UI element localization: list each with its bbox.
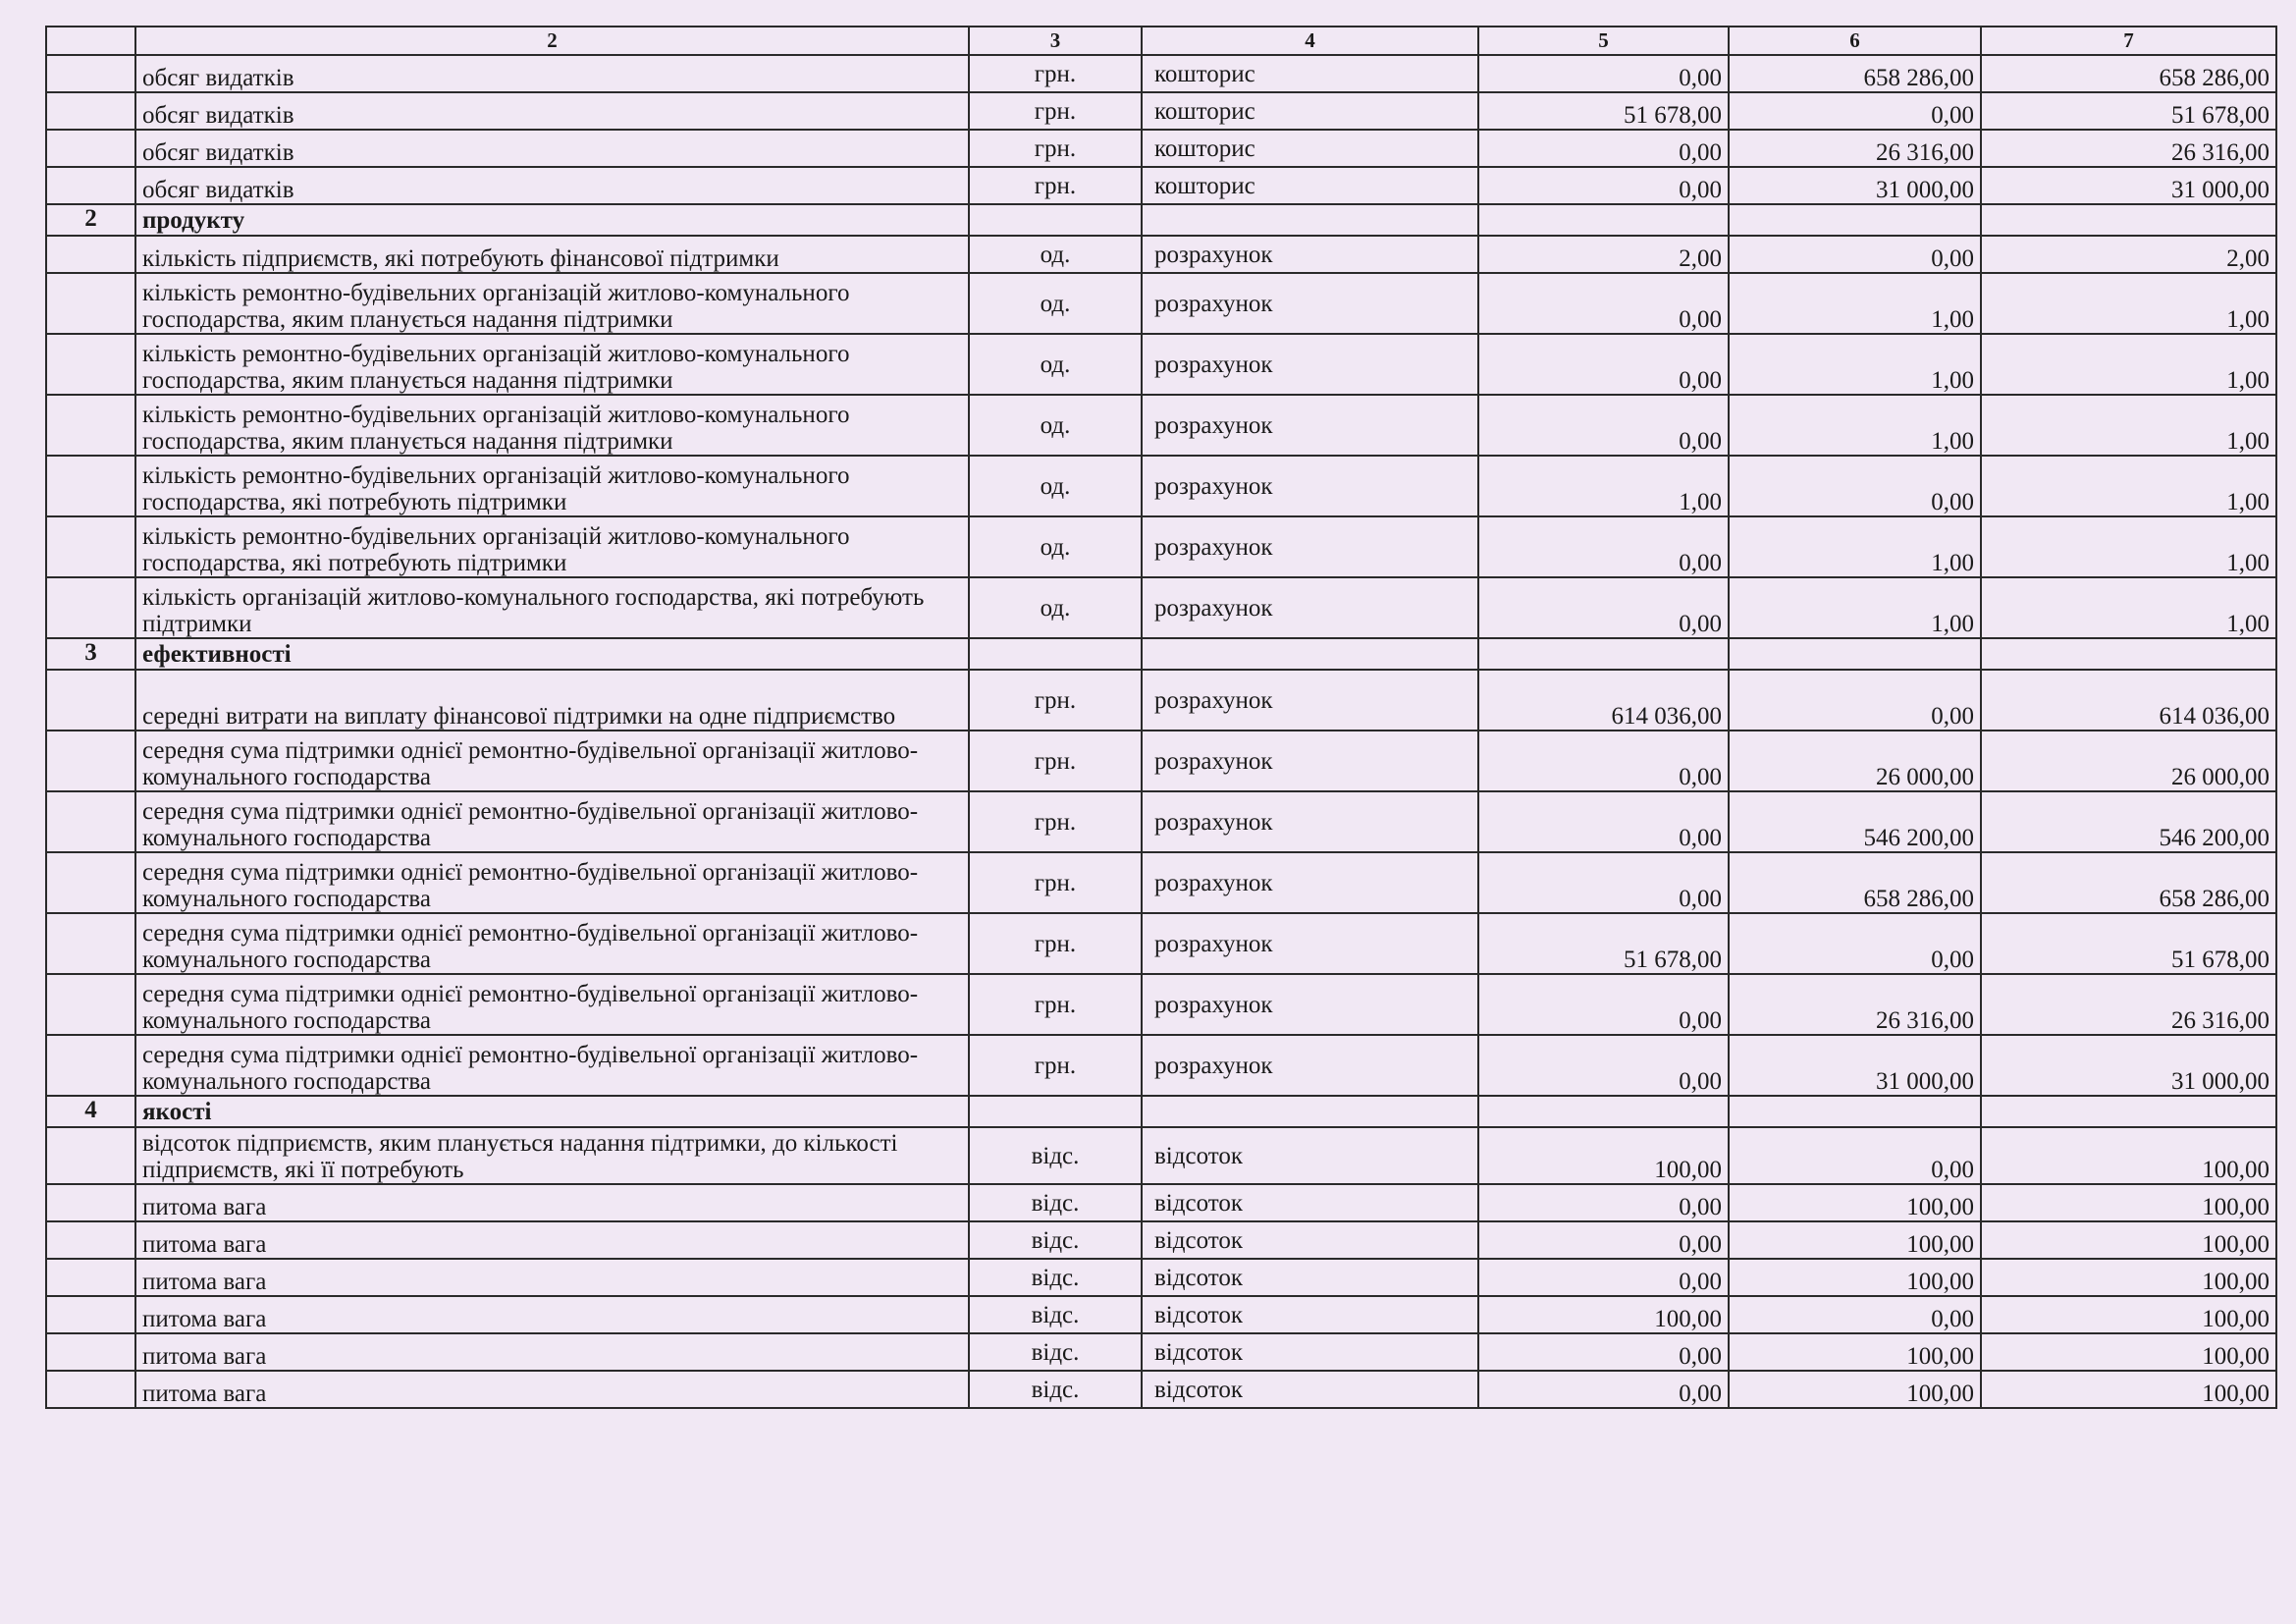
header-cell-6: 6 — [1729, 27, 1981, 55]
table-row — [46, 577, 2276, 638]
source-cell: розрахунок — [1142, 577, 1478, 638]
unit-cell: грн. — [969, 852, 1142, 913]
value-col-7: 2,00 — [1981, 236, 2276, 273]
indicator-name: обсяг видатків — [135, 130, 969, 167]
row-number — [46, 1371, 135, 1408]
row-number — [46, 577, 135, 638]
value-col-5: 2,00 — [1478, 236, 1729, 273]
empty-cell — [1478, 204, 1729, 236]
empty-cell — [1981, 204, 2276, 236]
indicator-name: питома вага — [135, 1333, 969, 1371]
indicator-name: питома вага — [135, 1296, 969, 1333]
source-cell: кошторис — [1142, 55, 1478, 92]
table-row — [46, 55, 2276, 92]
row-number — [46, 55, 135, 92]
indicator-name: середня сума підтримки однієї ремонтно-будівельної організації житлово-комунального господарства — [135, 731, 969, 791]
value-col-5: 0,00 — [1478, 516, 1729, 577]
unit-cell: грн. — [969, 167, 1142, 204]
indicator-name: кількість ремонтно-будівельних організацій житлово-комунального господарства, яким планується надання підтримки — [135, 273, 969, 334]
unit-cell: грн. — [969, 791, 1142, 852]
empty-cell — [1142, 638, 1478, 670]
section-title: ефективності — [135, 638, 969, 670]
table-row — [46, 516, 2276, 577]
empty-cell — [1478, 638, 1729, 670]
row-number — [46, 516, 135, 577]
empty-cell — [1729, 204, 1981, 236]
unit-cell: відс. — [969, 1296, 1142, 1333]
row-number — [46, 92, 135, 130]
value-col-7: 1,00 — [1981, 334, 2276, 395]
value-col-6: 546 200,00 — [1729, 791, 1981, 852]
row-number — [46, 236, 135, 273]
table-row — [46, 273, 2276, 334]
row-number — [46, 273, 135, 334]
unit-cell: од. — [969, 236, 1142, 273]
unit-cell: од. — [969, 577, 1142, 638]
source-cell: розрахунок — [1142, 456, 1478, 516]
table-row — [46, 1127, 2276, 1184]
unit-cell: грн. — [969, 92, 1142, 130]
value-col-5: 0,00 — [1478, 1259, 1729, 1296]
empty-cell — [1478, 1096, 1729, 1127]
value-col-5: 0,00 — [1478, 974, 1729, 1035]
value-col-5: 0,00 — [1478, 1184, 1729, 1221]
source-cell: розрахунок — [1142, 1035, 1478, 1096]
empty-cell — [969, 204, 1142, 236]
source-cell: відсоток — [1142, 1333, 1478, 1371]
value-col-5: 0,00 — [1478, 334, 1729, 395]
source-cell: відсоток — [1142, 1221, 1478, 1259]
table-row — [46, 852, 2276, 913]
value-col-7: 100,00 — [1981, 1296, 2276, 1333]
value-col-6: 1,00 — [1729, 273, 1981, 334]
indicator-name: середня сума підтримки однієї ремонтно-будівельної організації житлово-комунального господарства — [135, 791, 969, 852]
empty-cell — [1981, 1096, 2276, 1127]
indicators-table — [45, 26, 2277, 1409]
source-cell: розрахунок — [1142, 516, 1478, 577]
value-col-7: 51 678,00 — [1981, 913, 2276, 974]
section-title: продукту — [135, 204, 969, 236]
value-col-6: 0,00 — [1729, 1127, 1981, 1184]
value-col-7: 1,00 — [1981, 456, 2276, 516]
table-row — [46, 791, 2276, 852]
row-number — [46, 456, 135, 516]
indicator-name: середні витрати на виплату фінансової підтримки на одне підприємство — [135, 670, 969, 731]
value-col-6: 0,00 — [1729, 236, 1981, 273]
source-cell: розрахунок — [1142, 974, 1478, 1035]
row-number — [46, 167, 135, 204]
empty-cell — [1142, 204, 1478, 236]
empty-cell — [1729, 1096, 1981, 1127]
unit-cell: грн. — [969, 913, 1142, 974]
unit-cell: відс. — [969, 1127, 1142, 1184]
section-row — [46, 638, 2276, 670]
row-number — [46, 1184, 135, 1221]
value-col-5: 614 036,00 — [1478, 670, 1729, 731]
indicator-name: середня сума підтримки однієї ремонтно-будівельної організації житлово-комунального господарства — [135, 1035, 969, 1096]
row-number — [46, 334, 135, 395]
value-col-5: 51 678,00 — [1478, 913, 1729, 974]
indicator-name: обсяг видатків — [135, 92, 969, 130]
value-col-5: 0,00 — [1478, 1371, 1729, 1408]
source-cell: розрахунок — [1142, 913, 1478, 974]
value-col-5: 0,00 — [1478, 395, 1729, 456]
value-col-6: 1,00 — [1729, 334, 1981, 395]
value-col-6: 1,00 — [1729, 395, 1981, 456]
source-cell: відсоток — [1142, 1184, 1478, 1221]
table-row — [46, 1259, 2276, 1296]
value-col-7: 31 000,00 — [1981, 1035, 2276, 1096]
row-number — [46, 791, 135, 852]
unit-cell: відс. — [969, 1184, 1142, 1221]
indicator-name: питома вага — [135, 1184, 969, 1221]
unit-cell: грн. — [969, 130, 1142, 167]
value-col-7: 51 678,00 — [1981, 92, 2276, 130]
value-col-5: 0,00 — [1478, 731, 1729, 791]
source-cell: розрахунок — [1142, 731, 1478, 791]
unit-cell: грн. — [969, 974, 1142, 1035]
table-row — [46, 1221, 2276, 1259]
table-row — [46, 167, 2276, 204]
value-col-7: 100,00 — [1981, 1221, 2276, 1259]
value-col-5: 100,00 — [1478, 1127, 1729, 1184]
unit-cell: грн. — [969, 55, 1142, 92]
value-col-6: 0,00 — [1729, 1296, 1981, 1333]
indicator-name: кількість ремонтно-будівельних організацій житлово-комунального господарства, яким планується надання підтримки — [135, 334, 969, 395]
indicator-name: кількість ремонтно-будівельних організацій житлово-комунального господарства, які потребують підтримки — [135, 456, 969, 516]
indicator-name: середня сума підтримки однієї ремонтно-будівельної організації житлово-комунального господарства — [135, 852, 969, 913]
source-cell: розрахунок — [1142, 670, 1478, 731]
header-cell-2: 2 — [135, 27, 969, 55]
value-col-7: 658 286,00 — [1981, 55, 2276, 92]
unit-cell: відс. — [969, 1333, 1142, 1371]
indicator-name: кількість організацій житлово-комунального господарства, які потребують підтримки — [135, 577, 969, 638]
indicator-name: обсяг видатків — [135, 167, 969, 204]
table-row — [46, 1184, 2276, 1221]
value-col-6: 100,00 — [1729, 1259, 1981, 1296]
unit-cell: од. — [969, 456, 1142, 516]
value-col-5: 0,00 — [1478, 273, 1729, 334]
value-col-5: 0,00 — [1478, 1221, 1729, 1259]
value-col-6: 100,00 — [1729, 1333, 1981, 1371]
row-number — [46, 1221, 135, 1259]
row-number — [46, 1259, 135, 1296]
table-row — [46, 236, 2276, 273]
indicator-name: середня сума підтримки однієї ремонтно-будівельної організації житлово-комунального господарства — [135, 913, 969, 974]
table-row — [46, 1371, 2276, 1408]
unit-cell: грн. — [969, 1035, 1142, 1096]
value-col-6: 100,00 — [1729, 1221, 1981, 1259]
source-cell: відсоток — [1142, 1259, 1478, 1296]
table-row — [46, 130, 2276, 167]
value-col-7: 100,00 — [1981, 1371, 2276, 1408]
row-number — [46, 1333, 135, 1371]
section-number: 2 — [46, 204, 135, 236]
unit-cell: од. — [969, 334, 1142, 395]
value-col-5: 0,00 — [1478, 55, 1729, 92]
source-cell: кошторис — [1142, 92, 1478, 130]
value-col-5: 0,00 — [1478, 577, 1729, 638]
indicator-name: кількість ремонтно-будівельних організацій житлово-комунального господарства, яким планується надання підтримки — [135, 395, 969, 456]
value-col-6: 0,00 — [1729, 670, 1981, 731]
row-number — [46, 395, 135, 456]
value-col-6: 0,00 — [1729, 913, 1981, 974]
value-col-7: 100,00 — [1981, 1259, 2276, 1296]
value-col-6: 1,00 — [1729, 577, 1981, 638]
header-row — [46, 27, 2276, 55]
source-cell: відсоток — [1142, 1296, 1478, 1333]
row-number — [46, 852, 135, 913]
header-cell-7: 7 — [1981, 27, 2276, 55]
value-col-6: 658 286,00 — [1729, 55, 1981, 92]
section-title: якості — [135, 1096, 969, 1127]
source-cell: розрахунок — [1142, 852, 1478, 913]
source-cell: розрахунок — [1142, 395, 1478, 456]
source-cell: кошторис — [1142, 167, 1478, 204]
value-col-5: 0,00 — [1478, 852, 1729, 913]
row-number — [46, 1296, 135, 1333]
empty-cell — [969, 638, 1142, 670]
section-number: 3 — [46, 638, 135, 670]
value-col-5: 0,00 — [1478, 1035, 1729, 1096]
value-col-7: 1,00 — [1981, 516, 2276, 577]
value-col-7: 26 316,00 — [1981, 974, 2276, 1035]
row-number — [46, 670, 135, 731]
value-col-6: 31 000,00 — [1729, 1035, 1981, 1096]
value-col-6: 100,00 — [1729, 1371, 1981, 1408]
value-col-6: 658 286,00 — [1729, 852, 1981, 913]
source-cell: розрахунок — [1142, 791, 1478, 852]
value-col-7: 1,00 — [1981, 395, 2276, 456]
source-cell: відсоток — [1142, 1371, 1478, 1408]
table-row — [46, 974, 2276, 1035]
section-row — [46, 1096, 2276, 1127]
value-col-7: 26 000,00 — [1981, 731, 2276, 791]
value-col-7: 100,00 — [1981, 1127, 2276, 1184]
unit-cell: грн. — [969, 731, 1142, 791]
row-number — [46, 913, 135, 974]
section-number: 4 — [46, 1096, 135, 1127]
row-number — [46, 974, 135, 1035]
table-row — [46, 913, 2276, 974]
value-col-6: 31 000,00 — [1729, 167, 1981, 204]
value-col-7: 1,00 — [1981, 273, 2276, 334]
value-col-5: 0,00 — [1478, 791, 1729, 852]
unit-cell: од. — [969, 273, 1142, 334]
unit-cell: од. — [969, 516, 1142, 577]
source-cell: відсоток — [1142, 1127, 1478, 1184]
unit-cell: відс. — [969, 1221, 1142, 1259]
empty-cell — [969, 1096, 1142, 1127]
value-col-6: 0,00 — [1729, 92, 1981, 130]
value-col-6: 100,00 — [1729, 1184, 1981, 1221]
unit-cell: грн. — [969, 670, 1142, 731]
table-row — [46, 670, 2276, 731]
section-row — [46, 204, 2276, 236]
source-cell: розрахунок — [1142, 334, 1478, 395]
table-row — [46, 92, 2276, 130]
indicator-name: питома вага — [135, 1371, 969, 1408]
value-col-5: 0,00 — [1478, 130, 1729, 167]
value-col-7: 1,00 — [1981, 577, 2276, 638]
row-number — [46, 1035, 135, 1096]
value-col-5: 0,00 — [1478, 1333, 1729, 1371]
table-body — [46, 55, 2276, 1408]
table-row — [46, 456, 2276, 516]
row-number — [46, 731, 135, 791]
row-number — [46, 130, 135, 167]
table-row — [46, 1035, 2276, 1096]
source-cell: розрахунок — [1142, 236, 1478, 273]
header-cell-3: 3 — [969, 27, 1142, 55]
value-col-7: 100,00 — [1981, 1184, 2276, 1221]
indicator-name: кількість підприємств, які потребують фінансової підтримки — [135, 236, 969, 273]
table-row — [46, 1333, 2276, 1371]
table-row — [46, 731, 2276, 791]
indicator-name: відсоток підприємств, яким планується надання підтримки, до кількості підприємств, які її потребують — [135, 1127, 969, 1184]
source-cell: розрахунок — [1142, 273, 1478, 334]
unit-cell: од. — [969, 395, 1142, 456]
value-col-7: 614 036,00 — [1981, 670, 2276, 731]
value-col-7: 100,00 — [1981, 1333, 2276, 1371]
value-col-7: 26 316,00 — [1981, 130, 2276, 167]
value-col-7: 546 200,00 — [1981, 791, 2276, 852]
unit-cell: відс. — [969, 1371, 1142, 1408]
header-cell-4: 4 — [1142, 27, 1478, 55]
empty-cell — [1142, 1096, 1478, 1127]
value-col-5: 1,00 — [1478, 456, 1729, 516]
header-cell-5: 5 — [1478, 27, 1729, 55]
value-col-6: 0,00 — [1729, 456, 1981, 516]
unit-cell: відс. — [969, 1259, 1142, 1296]
value-col-6: 26 316,00 — [1729, 130, 1981, 167]
value-col-7: 31 000,00 — [1981, 167, 2276, 204]
indicator-name: питома вага — [135, 1221, 969, 1259]
header-cell-blank — [46, 27, 135, 55]
row-number — [46, 1127, 135, 1184]
empty-cell — [1729, 638, 1981, 670]
indicator-name: обсяг видатків — [135, 55, 969, 92]
value-col-5: 51 678,00 — [1478, 92, 1729, 130]
value-col-6: 1,00 — [1729, 516, 1981, 577]
indicator-name: кількість ремонтно-будівельних організацій житлово-комунального господарства, які потребують підтримки — [135, 516, 969, 577]
indicator-name: питома вага — [135, 1259, 969, 1296]
source-cell: кошторис — [1142, 130, 1478, 167]
indicator-name: середня сума підтримки однієї ремонтно-будівельної організації житлово-комунального господарства — [135, 974, 969, 1035]
table-row — [46, 1296, 2276, 1333]
value-col-5: 100,00 — [1478, 1296, 1729, 1333]
value-col-6: 26 000,00 — [1729, 731, 1981, 791]
table-row — [46, 334, 2276, 395]
empty-cell — [1981, 638, 2276, 670]
table-row — [46, 395, 2276, 456]
value-col-5: 0,00 — [1478, 167, 1729, 204]
value-col-7: 658 286,00 — [1981, 852, 2276, 913]
value-col-6: 26 316,00 — [1729, 974, 1981, 1035]
